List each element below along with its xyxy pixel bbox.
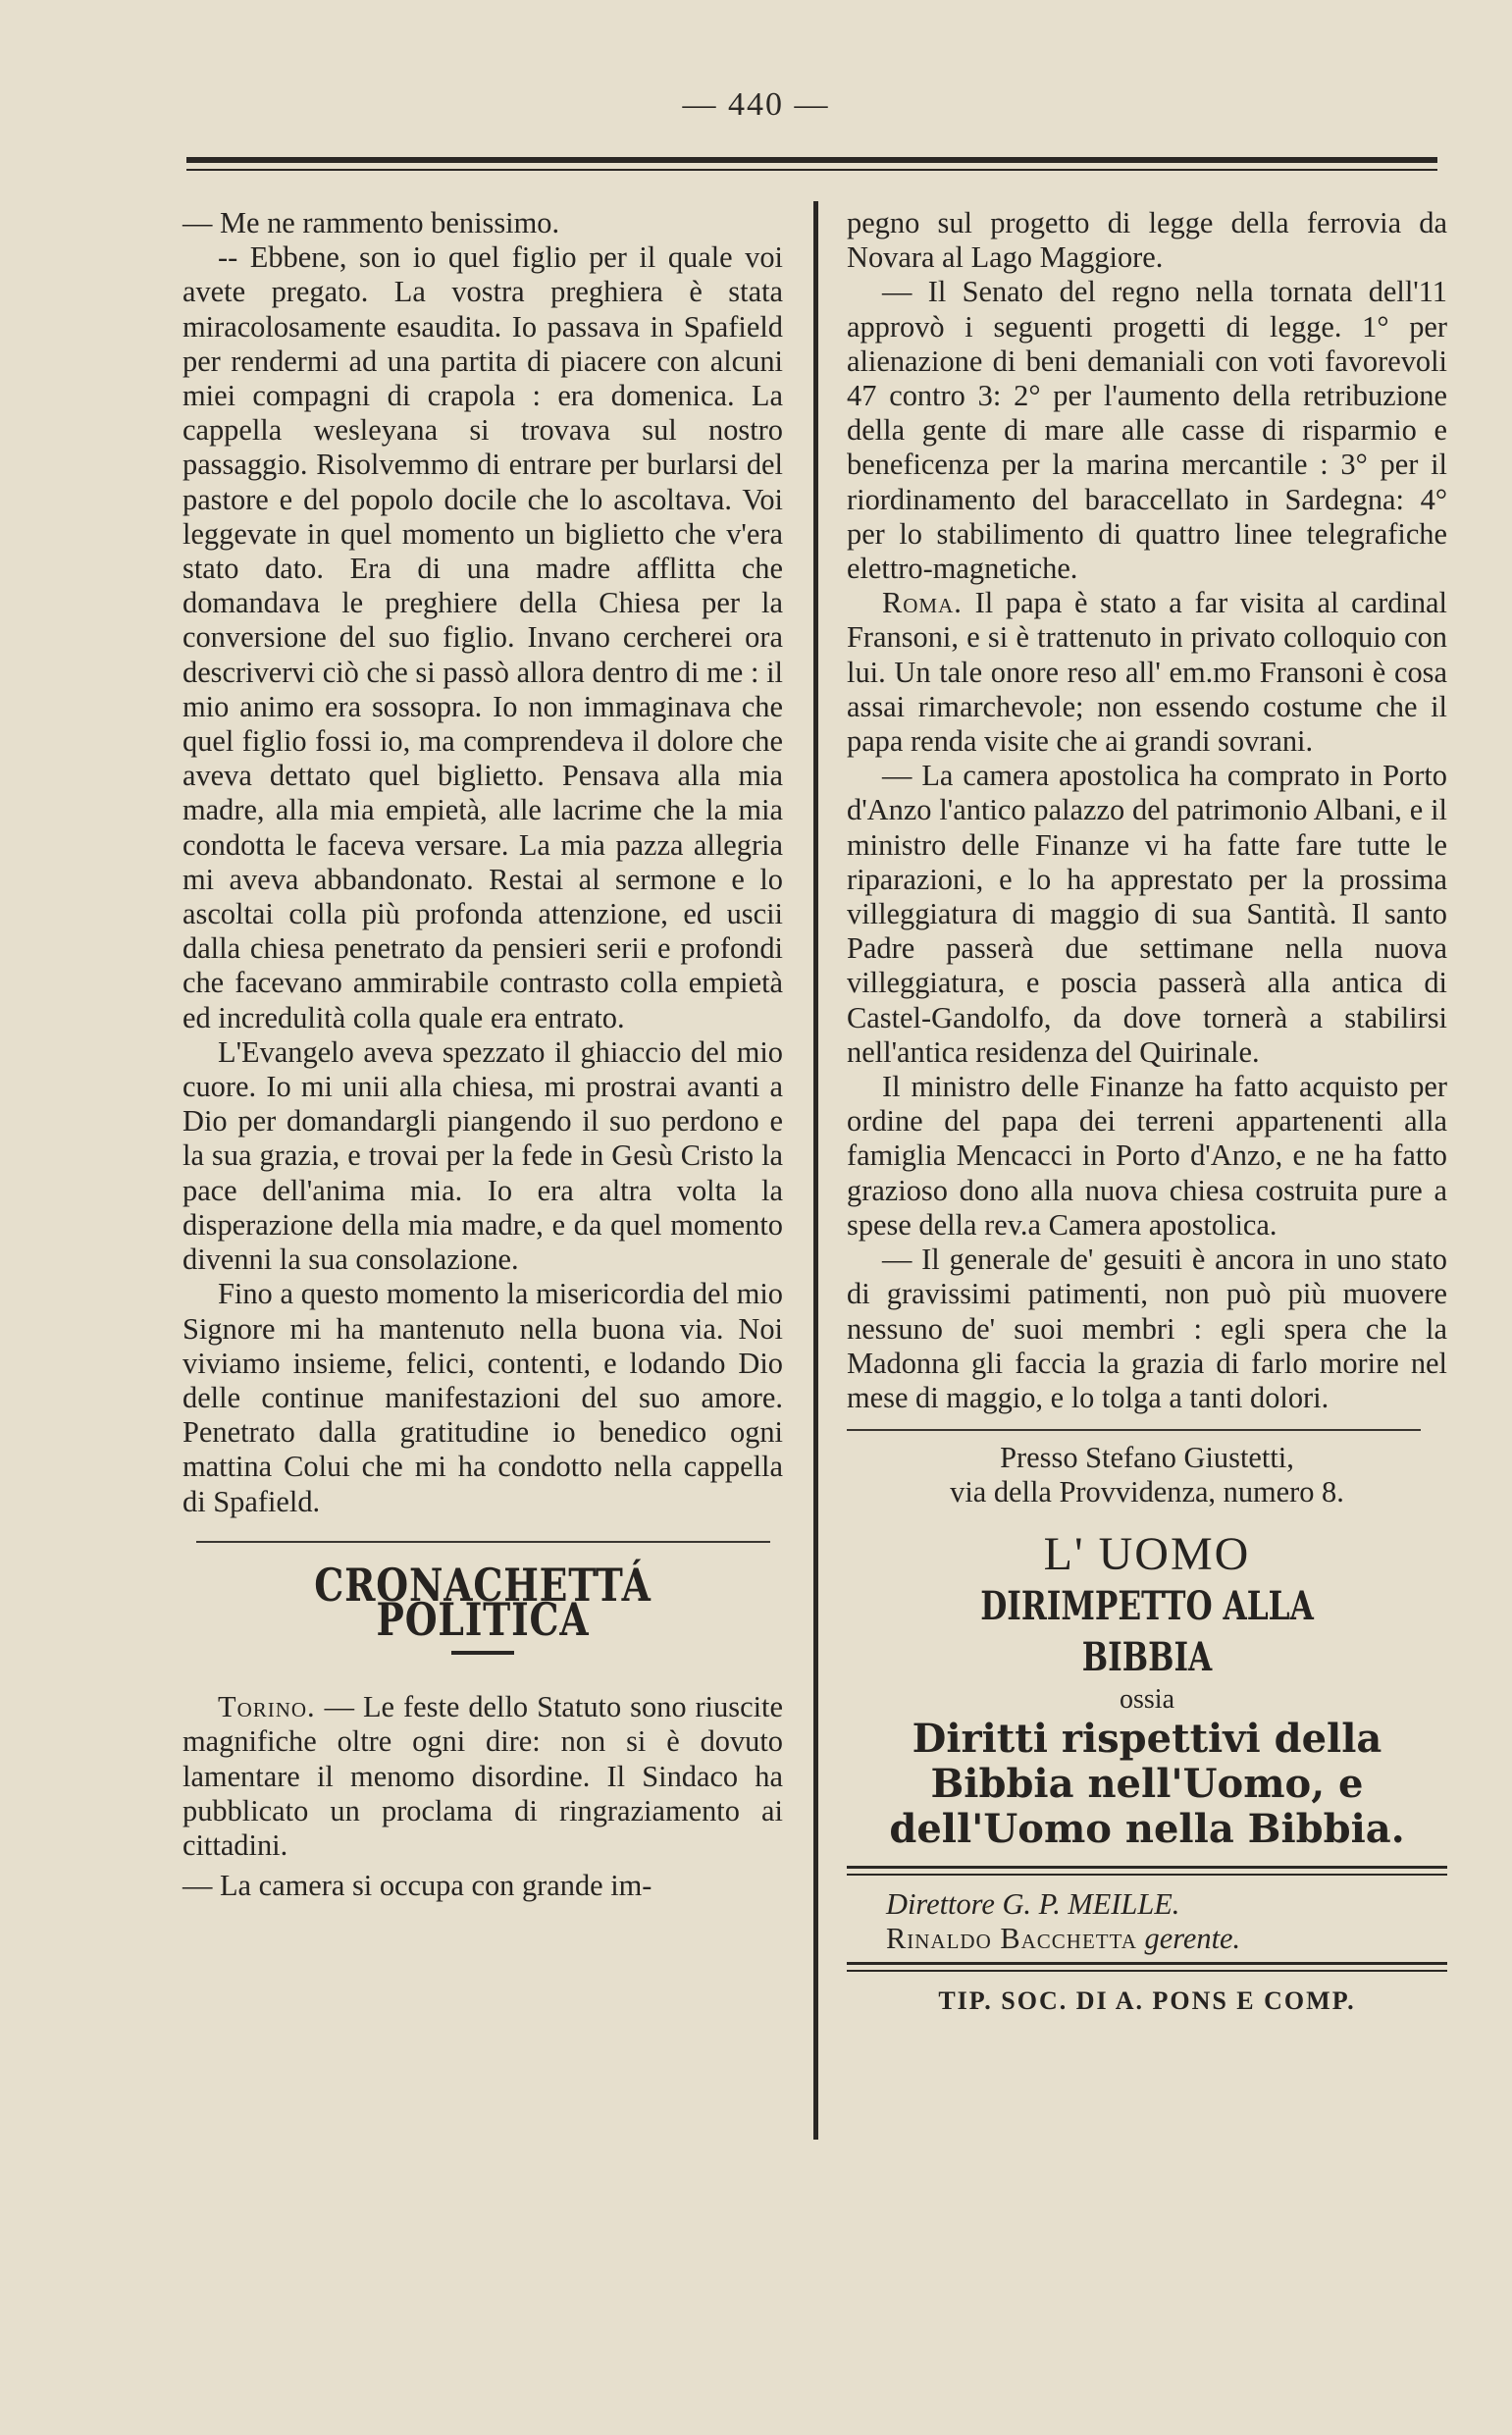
footer-rule bbox=[847, 1866, 1447, 1876]
manager-name: Rinaldo Bacchetta bbox=[886, 1921, 1137, 1955]
ad-divider bbox=[847, 1429, 1421, 1431]
news-paragraph: Il ministro delle Finanze ha fatto acquisto per ordine del papa dei terreni appartenenti alla famiglia Mencacci in Porto d'Anzo, e ne ha fatto grazioso dono alla nuova chiesa costruita pure a spese della rev.a Camera apostolica. bbox=[847, 1070, 1447, 1242]
news-paragraph: — Il generale de' gesuiti è ancora in uno stato di gravissimi patimenti, non può più muovere nessuno de' suoi membri : egli spera che la Madonna gli faccia la grazia di farlo morire nel mese di maggio, e lo tolga a tanti dolori. bbox=[847, 1243, 1447, 1414]
title-underline bbox=[451, 1651, 514, 1655]
manager-role: gerente. bbox=[1136, 1921, 1241, 1955]
manager-line bbox=[847, 1922, 1447, 1956]
footer-rule-bottom bbox=[847, 1962, 1447, 1972]
article-paragraph: L'Evangelo aveva spezzato il ghiaccio del mio cuore. Io mi unii alla chiesa, mi prostrai avanti a Dio per domandargli piangendo il suo perdono e la sua grazia, e trovai per la fede in Gesù Cristo la pace dell'anima mia. Io era altra volta la disperazione della mia madre, e da quel momento divenni la sua consolazione. bbox=[182, 1034, 783, 1277]
news-roma bbox=[847, 586, 1447, 759]
publisher-address: via della Provvidenza, numero 8. bbox=[950, 1475, 1344, 1509]
left-column bbox=[182, 206, 783, 1903]
article-paragraph: Fino a questo momento la misericordia del mio Signore mi ha mantenuto nella buona via. Noi viviamo insieme, felici, contenti, e lodando Dio delle continue manifestazioni del suo amore. Penetrato dalla gratitudine io benedico ogni mattina Colui che mi ha condotto nella cappella di Spafield. bbox=[182, 1277, 783, 1518]
publisher-line: Presso Stefano Giustetti, bbox=[1000, 1441, 1294, 1475]
news-camera: — La camera si occupa con grande im- bbox=[182, 1869, 652, 1903]
news-torino bbox=[182, 1690, 783, 1863]
printer-imprint: TIP. SOC. DI A. PONS E COMP. bbox=[938, 1985, 1356, 2015]
article-paragraph: -- Ebbene, son io quel figlio per il quale voi avete pregato. La vostra preghiera è stata miracolosamente esaudita. Io passava in Spafield per rendermi ad una partita di piacere con alcuni miei compagni di crapola : era domenica. La cappella wesleyana si trovava sul nostro passaggio. Risolvemmo di entrare per burlarsi del pastore e del popolo docile che lo ascoltava. Voi leggevate in quel momento un biglietto che v'era stato dato. Era di una madre afflitta che domandava le preghiere della Chiesa per la conversione del suo figlio. Invano cercherei ora descrivervi ciò che si passò allora dentro di me : il mio animo era sossopra. Io non immaginava che quel figlio fossi io, ma comprendeva il dolore che aveva dettato quel biglietto. Pensava alla mia madre, alla mia empietà, alle lacrime che la mia condotta le faceva versare. La mia pazza allegria mi aveva abbandonato. Restai al sermone e lo ascoltai colla più profonda attenzione, ed uscii dalla chiesa penetrato da pensieri serii e profondi che facevano ammirabile contrasto colla empietà ed incredulità colla quale era entrato. bbox=[182, 240, 783, 1034]
news-paragraph: — La camera apostolica ha comprato in Porto d'Anzo l'antico palazzo del patrimonio Albani, e il ministro delle Finanze vi ha fatte fare tutte le riparazioni, e lo ha apprestato per la prossima villeggiatura di maggio di sua Santità. Il santo Padre passerà due settimane nella nuova villeggiatura, e poscia passerà alla antica di Castel-Gandolfo, da dove tornerà a stabilirsi nell'antica residenza del Quirinale. bbox=[847, 759, 1447, 1069]
place-label: Roma. bbox=[882, 586, 963, 620]
news-text: Il papa è stato a far visita al cardinal Fransoni, e si è trattenuto in privato colloquio con lui. Un tale onore reso all' em.mo Fransoni è cosa assai rimarchevole; non essendo costume che il papa renda visite che ai grandi sovrani. bbox=[847, 586, 1447, 759]
news-text: — Le feste dello Statuto sono riuscite magnifiche oltre ogni dire: non si è dovuto lamentare il menomo disordine. Il Sindaco ha pubblicato un proclama di ringraziamento ai cittadini. bbox=[182, 1690, 783, 1862]
news-paragraph: pegno sul progetto di legge della ferrovia da Novara al Lago Maggiore. bbox=[847, 206, 1447, 275]
place-label: Torino. bbox=[218, 1690, 316, 1724]
ad-subtitle: Diritti rispettivi della Bibbia nell'Uomo, e dell'Uomo nella Bibbia. bbox=[889, 1715, 1405, 1852]
page-number: — 440 — bbox=[682, 86, 830, 123]
news-paragraph: — Il Senato del regno nella tornata dell'11 approvò i seguenti progetti di legge. 1° per alienazione di beni demaniali con voti favorevoli 47 contro 3: 2° per l'aumento della retribuzione della gente di mare alle casse di risparmio e beneficenza per la marina mercantile : 3° per il riordinamento del baraccellato in Sardegna: 4° per lo stabilimento di quattro linee telegrafiche elettro-magnetiche. bbox=[847, 275, 1447, 586]
ad-title-connector: ossia bbox=[1120, 1683, 1174, 1715]
header-rule bbox=[186, 157, 1437, 171]
column-rule bbox=[813, 201, 818, 2140]
section-title: CRONACHETTÁ POLITICA bbox=[314, 1558, 652, 1646]
right-column bbox=[847, 206, 1447, 2018]
article-paragraph: — Me ne rammento benissimo. bbox=[182, 206, 560, 239]
ad-title: L' UOMO bbox=[1043, 1527, 1251, 1580]
director-line: Direttore G. P. MEILLE. bbox=[886, 1886, 1180, 1921]
ad-title-main: DIRIMPETTO ALLA BIBBIA bbox=[980, 1582, 1314, 1680]
section-divider bbox=[196, 1541, 770, 1543]
